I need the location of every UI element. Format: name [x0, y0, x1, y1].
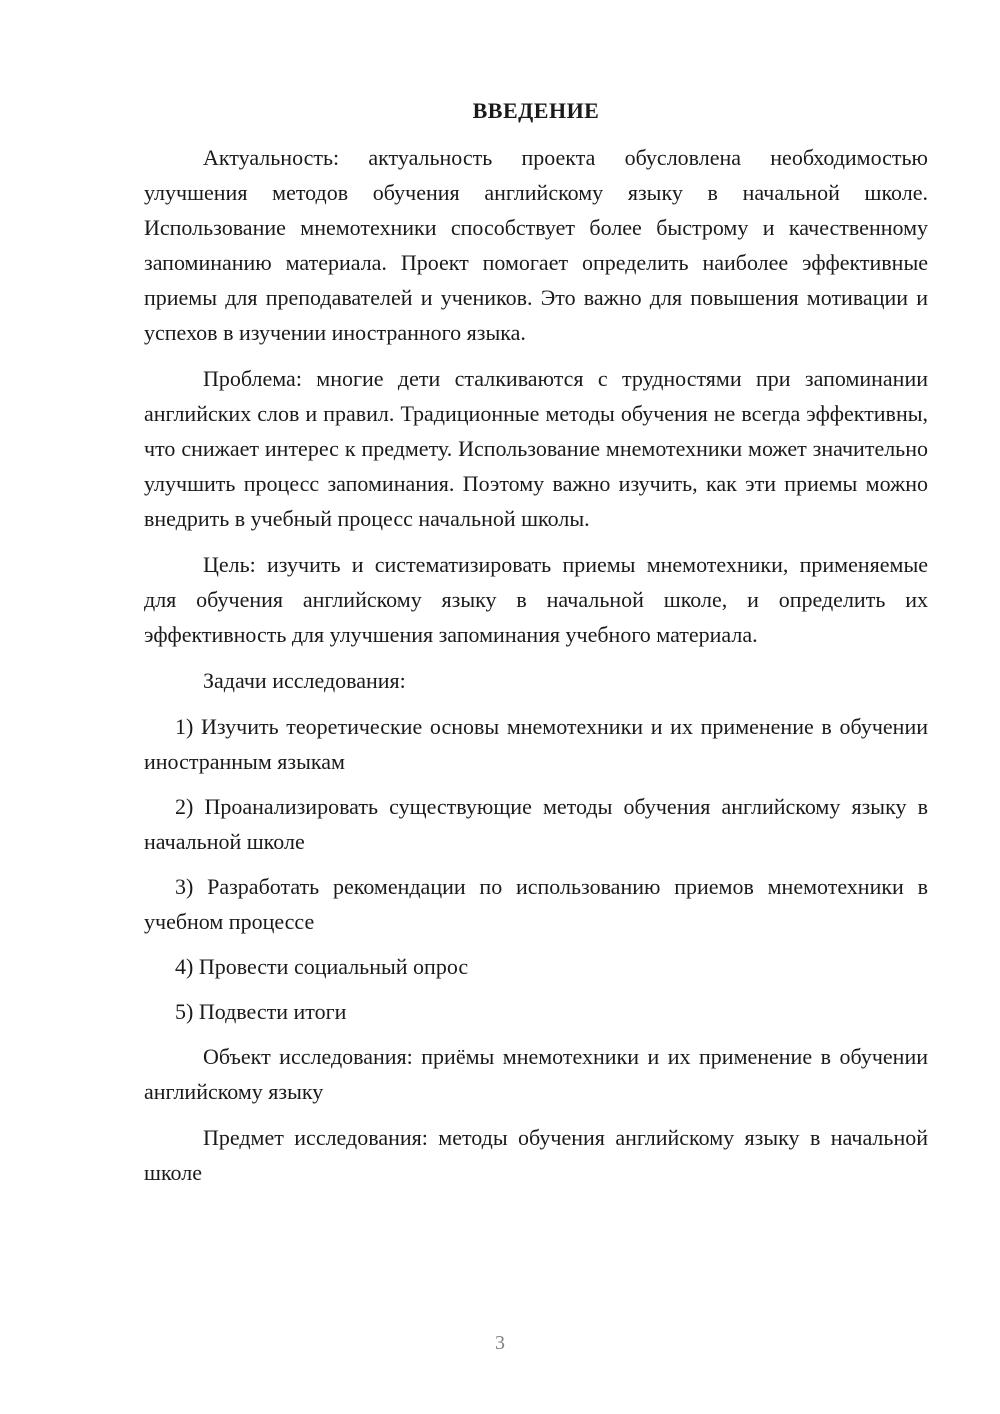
paragraph-relevance: Актуальность: актуальность проекта обусловлена необходимостью улучшения методов обучения английскому языку в начальной школе. Использование мнемотехники способствует более быстрому и качественному запоминанию материала. Проект помогает определить наиболее эффективные приемы для преподавателей и учеников. Это важно для повышения мотивации и успехов в изучении иностранного языка.: [144, 145, 928, 345]
task-item-2: 2) Проанализировать существующие методы обучения английскому языку в начальной школе: [144, 794, 928, 854]
page-title: ВВЕДЕНИЕ: [472, 98, 600, 123]
page-number: 3: [495, 1332, 505, 1354]
task-item-1: 1) Изучить теоретические основы мнемотехники и их применение в обучении иностранным языкам: [144, 714, 928, 774]
paragraph-object: Объект исследования: приёмы мнемотехники и их применение в обучении английскому языку: [144, 1044, 928, 1104]
tasks-heading: Задачи исследования:: [203, 668, 406, 693]
paragraph-problem: Проблема: многие дети сталкиваются с трудностями при запоминании английских слов и правил. Традиционные методы обучения не всегда эффективны, что снижает интерес к предмету. Использование мнемотехники может значительно улучшить процесс запоминания. Поэтому важно изучить, как эти приемы можно внедрить в учебный процесс начальной школы.: [144, 366, 928, 531]
document-page: [144, 96, 928, 1201]
task-item-5: 5) Подвести итоги: [175, 999, 347, 1024]
task-item-4: 4) Провести социальный опрос: [175, 954, 469, 979]
task-item-3: 3) Разработать рекомендации по использованию приемов мнемотехники в учебном процессе: [144, 874, 928, 934]
paragraph-subject: Предмет исследования: методы обучения английскому языку в начальной школе: [144, 1125, 928, 1185]
paragraph-goal: Цель: изучить и систематизировать приемы мнемотехники, применяемые для обучения английскому языку в начальной школе, и определить их эффективность для улучшения запоминания учебного материала.: [144, 552, 928, 647]
